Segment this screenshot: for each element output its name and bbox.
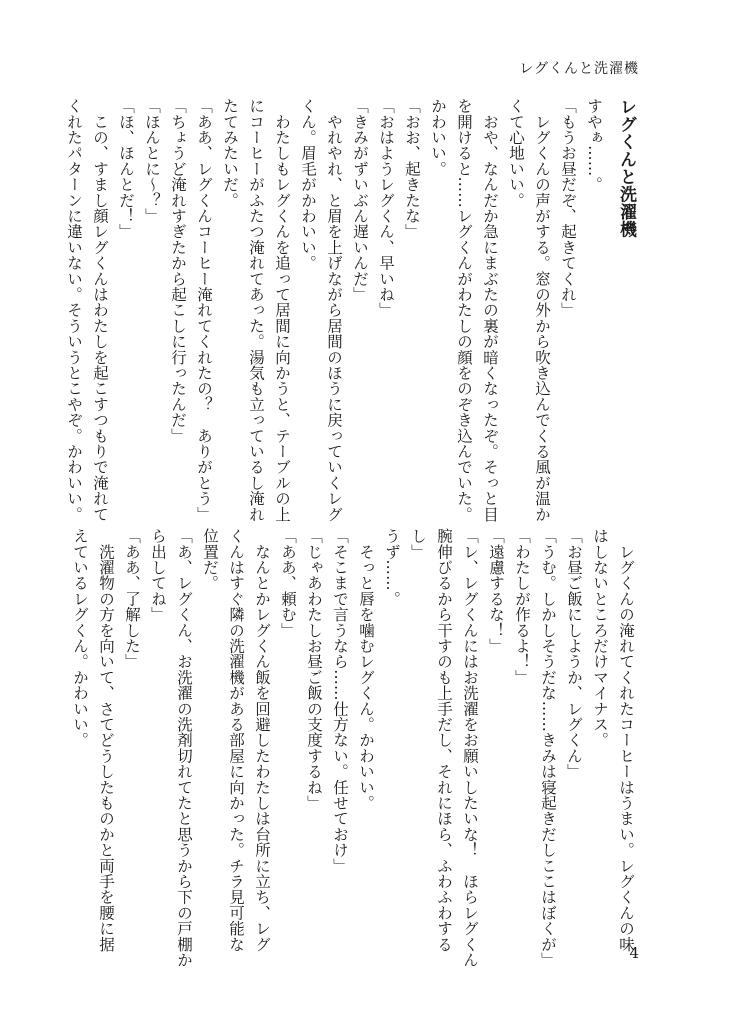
text-line: くん。眉毛がかわいい。 <box>299 98 317 271</box>
text-line: うず……。 <box>383 528 401 607</box>
text-line: なんとかレグくん飯を回避したわたしは台所に立ち、レグ <box>253 528 271 952</box>
text-line: くれたパターンに違いない。そういうとこやぞ。かわいい。 <box>65 98 83 522</box>
text-line: くて心地いい。 <box>507 98 525 208</box>
text-line: 「お昼ご飯にしようか、レグくん」 <box>565 528 583 780</box>
text-line: 「わたしが作るよ！」 <box>513 528 531 685</box>
upper-text-column <box>65 98 639 522</box>
text-line: 「おお、起きたな」 <box>403 98 421 240</box>
text-line: 「ああ、頼む」 <box>279 528 297 638</box>
text-line: にコーヒーがふたつ淹れてあった。湯気も立っているし淹れ <box>247 98 265 522</box>
text-line: 「うむ。しかしそうだな……きみは寝起きだしここはぼくが」 <box>539 528 557 968</box>
text-line: レグくんの淹れてくれたコーヒーはうまい。レグくんの味 <box>617 528 635 952</box>
text-line: を開けると……レグくんがわたしの顔をのぞき込んでいた。 <box>455 98 473 522</box>
text-line: 「そこまで言うなら……仕方ない。任せておけ」 <box>331 528 349 874</box>
text-line: くんはすぐ隣の洗濯機がある部屋に向かった。チラ見可能な <box>227 528 245 952</box>
text-line: すやぁ……。 <box>585 98 603 193</box>
chapter-title: レグくんと洗濯機 <box>616 98 636 238</box>
text-line: 「ほ、ほんとだ！」 <box>117 98 135 240</box>
text-line: はしないところだけマイナス。 <box>591 528 609 748</box>
text-line: 「あ、レグくん、お洗濯の洗剤切れてたと思うから下の戸棚か <box>175 528 193 968</box>
text-line: この、すまし顔レグくんはわたしを起こすつもりで淹れて <box>91 98 109 522</box>
text-line: 「もうお昼だぞ、起きてくれ」 <box>559 98 577 318</box>
text-line: えているレグくん。かわいい。 <box>71 528 89 748</box>
text-line: わたしもレグくんを追って居間に向かうと、テーブルの上 <box>273 98 291 522</box>
text-line: 「ああ、レグくんコーヒー淹れてくれたの？ ありがとう」 <box>195 98 213 522</box>
text-line: 位置だ。 <box>201 528 219 591</box>
text-line: 腕伸びるから干すのも上手だし、それにほら、ふわふわする <box>435 528 453 952</box>
text-line: 「遠慮するな！」 <box>487 528 505 654</box>
text-line: そっと唇を噛むレグくん。かわいい。 <box>357 528 375 811</box>
text-line: 「レ、レグくんにはお洗濯をお願いしたいな！ ほらレグくん <box>461 528 479 968</box>
text-line: やれやれ、と眉を上げながら居間のほうに戻っていくレグ <box>325 98 343 522</box>
text-line: ら出してね」 <box>149 528 167 623</box>
text-line: 「おはようレグくん、早いね」 <box>377 98 395 318</box>
text-line: 「きみがずいぶん遅いんだ」 <box>351 98 369 303</box>
running-header: レグくんと洗濯機 <box>519 61 639 77</box>
lower-text-column <box>71 528 639 968</box>
text-line: 「ああ、了解した」 <box>123 528 141 670</box>
text-line: たてみたいだ。 <box>221 98 239 208</box>
page-number: 4 <box>629 944 639 962</box>
text-line: かわいい。 <box>429 98 447 177</box>
text-line: レグくんの声がする。窓の外から吹き込んでくる風が温か <box>533 98 551 522</box>
text-line: 「ほんとに〜？」 <box>143 98 161 224</box>
text-line: 「ちょうど淹れすぎたから起こしに行ったんだ」 <box>169 98 187 444</box>
text-line: 洗濯物の方を向いて、さてどうしたものかと両手を腰に据 <box>97 528 115 952</box>
text-line: 「じゃあわたしお昼ご飯の支度するね」 <box>305 528 323 811</box>
text-line: し」 <box>409 528 427 560</box>
text-line: おや、なんだか急にまぶたの裏が暗くなったぞ。そっと目 <box>481 98 499 522</box>
